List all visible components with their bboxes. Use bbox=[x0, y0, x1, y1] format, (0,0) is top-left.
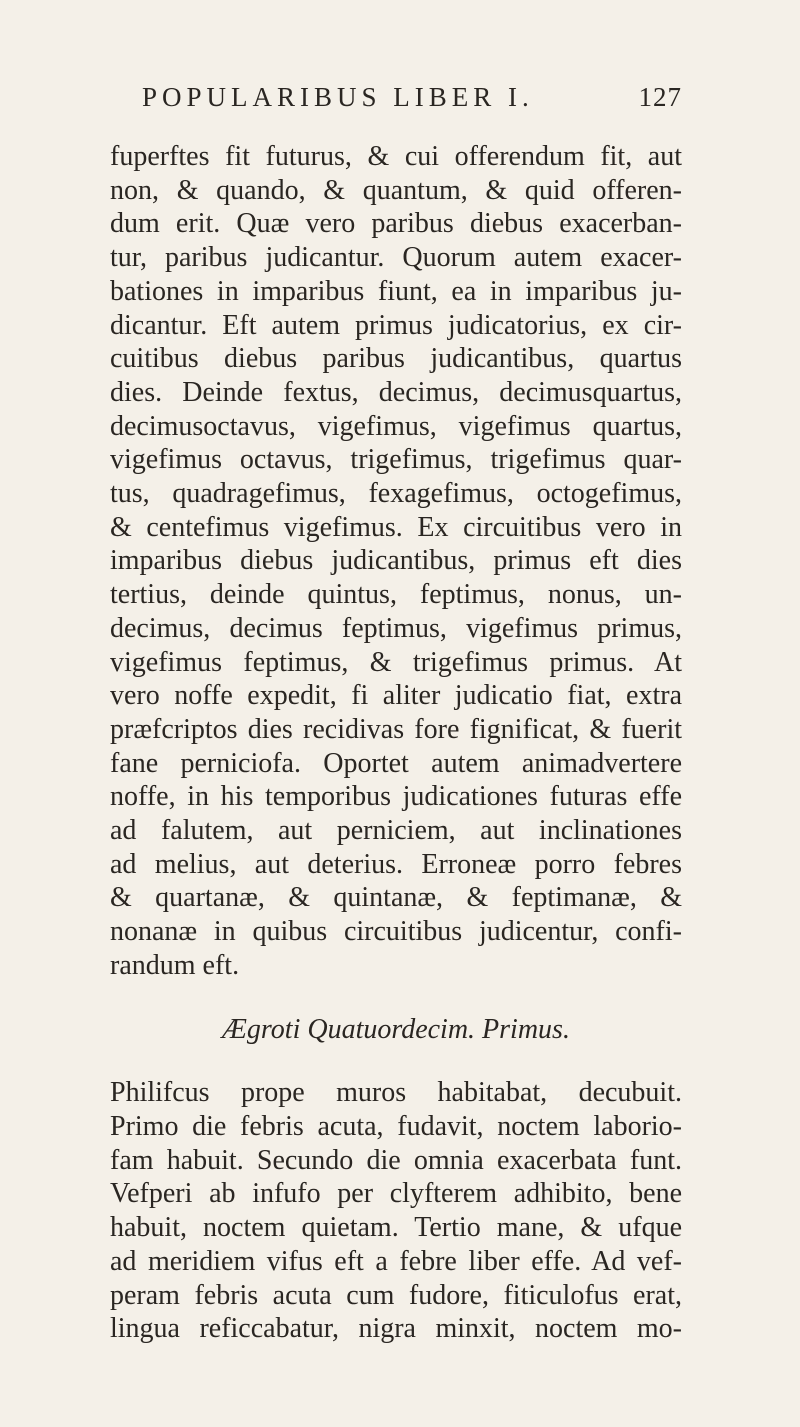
text-line: lingua reficcabatur, nigra minxit, noctem mo- bbox=[110, 1313, 682, 1345]
running-title: POPULARIBUS LIBER I. bbox=[142, 82, 534, 112]
text-line: habuit, noctem quietam. Tertio mane, & ufque bbox=[110, 1212, 682, 1244]
text-line: randum eft. bbox=[110, 949, 240, 981]
paragraph-2 bbox=[110, 1076, 682, 1346]
page-number: 127 bbox=[638, 82, 682, 112]
text-line: vigefimus octavus, trigefimus, trigefimus quar- bbox=[110, 444, 682, 476]
text-line: dies. Deinde fextus, decimus, decimusquartus, bbox=[110, 376, 682, 408]
text-line: vero noffe expedit, fi aliter judicatio fiat, extra bbox=[110, 680, 682, 712]
text-line: dum erit. Quæ vero paribus diebus exacerban- bbox=[110, 208, 682, 240]
text-line: vigefimus feptimus, & trigefimus primus. At bbox=[110, 646, 682, 678]
text-line: præfcriptos dies recidivas fore fignificat, & fuerit bbox=[110, 713, 682, 745]
body-text bbox=[110, 140, 682, 1346]
paragraph-1 bbox=[110, 140, 682, 983]
text-line: & quartanæ, & quintanæ, & feptimanæ, & bbox=[110, 882, 682, 914]
text-line: Primo die febris acuta, fudavit, noctem laborio- bbox=[110, 1110, 682, 1142]
text-line: ad meridiem vifus eft a febre liber effe. Ad vef- bbox=[110, 1245, 682, 1277]
text-line: fam habuit. Secundo die omnia exacerbata funt. bbox=[110, 1144, 682, 1176]
text-line: noffe, in his temporibus judicationes futuras effe bbox=[110, 781, 682, 813]
text-line: tus, quadragefimus, fexagefimus, octogefimus, bbox=[110, 478, 682, 510]
text-line: imparibus diebus judicantibus, primus eft dies bbox=[110, 545, 682, 577]
text-line: decimus, decimus feptimus, vigefimus primus, bbox=[110, 612, 682, 644]
text-line: cuitibus diebus paribus judicantibus, quartus bbox=[110, 343, 682, 375]
text-line: bationes in imparibus fiunt, ea in imparibus ju- bbox=[110, 275, 682, 307]
text-line: Vefperi ab infufo per clyfterem adhibito, bene bbox=[110, 1178, 682, 1210]
text-line: non, & quando, & quantum, & quid offeren- bbox=[110, 174, 682, 206]
text-line: peram febris acuta cum fudore, fiticulofus erat, bbox=[110, 1279, 682, 1311]
text-line: fuperftes fit futurus, & cui offerendum fit, aut bbox=[110, 141, 682, 172]
section-heading: Ægroti Quatuordecim. Primus. bbox=[222, 1013, 570, 1045]
text-line: tertius, deinde quintus, feptimus, nonus, un- bbox=[110, 579, 682, 611]
text-line: fane perniciofa. Oportet autem animadvertere bbox=[110, 747, 682, 779]
running-header bbox=[142, 82, 682, 122]
text-line: ad melius, aut deterius. Erroneæ porro febres bbox=[110, 848, 682, 880]
text-line: decimusoctavus, vigefimus, vigefimus quartus, bbox=[110, 410, 682, 442]
text-line: dicantur. Eft autem primus judicatorius, ex cir- bbox=[110, 309, 682, 341]
text-line: Philifcus prope muros habitabat, decubuit. bbox=[110, 1077, 682, 1109]
text-line: nonanæ in quibus circuitibus judicentur, confi- bbox=[110, 916, 682, 948]
text-line: tur, paribus judicantur. Quorum autem exacer- bbox=[110, 242, 682, 274]
text-line: ad falutem, aut perniciem, aut inclinationes bbox=[110, 815, 682, 847]
text-line: & centefimus vigefimus. Ex circuitibus vero in bbox=[110, 511, 682, 543]
